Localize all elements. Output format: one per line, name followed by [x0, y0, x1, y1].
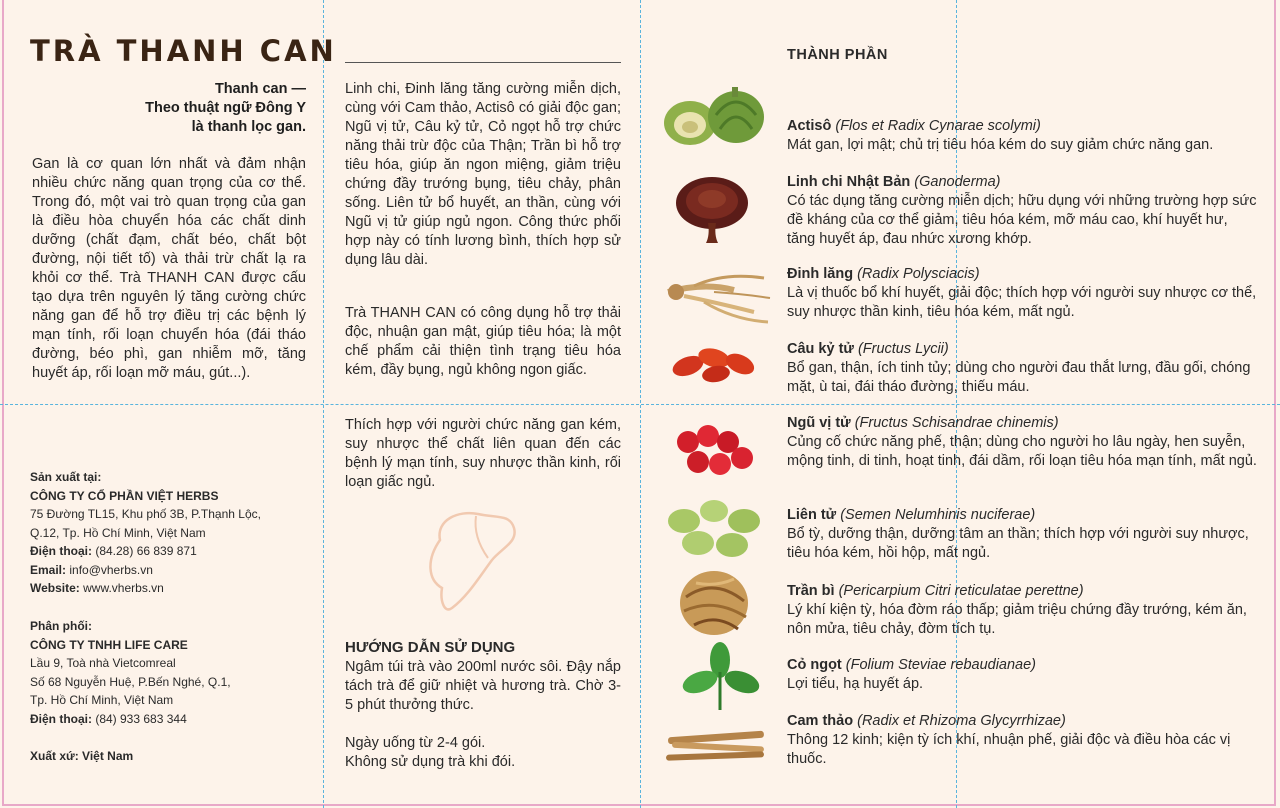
manufacturer-phone: (84.28) 66 839 871 [92, 544, 197, 558]
lotus-seed-image [664, 497, 768, 561]
goji-berry-image [668, 340, 760, 388]
ingredient-latin: (Semen Nelumhinis nuciferae) [840, 507, 1036, 523]
manufacturer-address-2: Q.12, Tp. Hồ Chí Minh, Việt Nam [30, 525, 206, 540]
liver-icon [418, 500, 528, 620]
artichoke-image [660, 85, 768, 153]
manufacturer-heading: Sản xuất tại: [30, 470, 102, 484]
licorice-root-image [664, 728, 770, 764]
ingredient-desc: Lý khí kiện tỳ, hóa đờm ráo thấp; giảm triệu chứng đầy trướng, kém ăn, nôn mửa, tiêu chảy, đờm tích tụ. [787, 602, 1247, 637]
ingredient-desc: Lợi tiểu, hạ huyết áp. [787, 676, 924, 692]
manufacturer-email: info@vherbs.vn [66, 562, 153, 577]
ingredient-latin: (Flos et Radix Cynarae scolymi) [835, 118, 1041, 134]
product-title: TRÀ THANH CAN [30, 34, 337, 68]
ingredient-name: Đinh lăng [787, 266, 854, 282]
ingredient-item [787, 582, 1257, 639]
ingredient-name: Linh chi Nhật Bản [787, 174, 911, 190]
ingredient-item [787, 506, 1257, 563]
ingredient-latin: (Fructus Lycii) [857, 341, 949, 357]
ingredient-desc: Có tác dụng tăng cường miễn dịch; hữu dụng với những trường hợp sức đề kháng của cơ thể giảm, tiêu hóa kém, mỡ máu cao, khí huyết hư, tăng huyết áp, đau nhức xương khớp. [787, 193, 1257, 247]
citrus-peel-image [676, 567, 754, 641]
tagline [32, 80, 306, 137]
manufacturer-address-1: 75 Đường TL15, Khu phố 3B, P.Thạnh Lộc, [30, 507, 261, 521]
ingredient-item [787, 340, 1257, 397]
usage-warning: Không sử dụng trà khi đói. [345, 754, 516, 770]
ingredient-item [787, 117, 1257, 155]
ingredient-name: Liên tử [787, 507, 837, 523]
manufacturer-website-label: Website: [30, 581, 80, 595]
ingredient-item [787, 656, 1257, 694]
ingredient-latin: (Ganoderma) [914, 174, 1001, 190]
distributor-info [30, 617, 310, 728]
ingredient-name: Cam thảo [787, 713, 854, 729]
tagline-line-1: Thanh can — [214, 81, 306, 97]
distributor-address-1: Lầu 9, Toà nhà Vietcomreal [30, 656, 176, 670]
schisandra-image [672, 422, 758, 482]
ingredient-desc: Củng cố chức năng phế, thận; dùng cho người ho lâu ngày, hen suyễn, mộng tinh, di tinh, hoạt tinh, đái dầm, rối loạn tiêu hóa mạn tính, mất ngủ. [787, 434, 1257, 469]
ingredient-desc: Là vị thuốc bổ khí huyết, giải độc; thích hợp với người suy nhược cơ thể, suy nhược thần kinh, tiêu hóa kém, mất ngủ. [787, 285, 1257, 320]
ingredient-item [787, 414, 1257, 471]
manufacturer-email-label: Email: [30, 562, 67, 577]
distributor-company: CÔNG TY TNHH LIFE CARE [30, 637, 188, 652]
tagline-line-3: là thanh lọc gan. [191, 119, 306, 135]
ingredient-name: Trần bì [787, 583, 835, 599]
ingredient-item [787, 265, 1257, 322]
manufacturer-info [30, 468, 310, 598]
fold-line-horizontal [0, 404, 1280, 405]
distributor-heading: Phân phối: [30, 619, 92, 633]
distributor-address-2: Số 68 Nguyễn Huệ, P.Bến Nghé, Q.1, [30, 674, 231, 689]
divider-rule [345, 62, 621, 63]
origin: Xuất xứ: Việt Nam [30, 749, 134, 763]
intro-paragraph: Gan là cơ quan lớn nhất và đảm nhận nhiều chức năng quan trọng của cơ thể. Trong đó, một vai trò quan trọng của gan là điều hòa chuyển hóa các chất dinh dưỡng (chất đạm, chất béo, chất bột đường, nội tiết tố) và thải trừ chất lạ ra khỏi cơ thể. Trà THANH CAN được cấu tạo dựa trên nguyên lý tăng cường chức năng gan để hỗ trợ điều trị các bệnh lý mạn tính, rối loạn chuyển hóa (đái tháo đường, béo phì, gan nhiễm mỡ, tăng huyết áp, rối loạn mỡ máu, gút...). [32, 156, 306, 381]
usage-paragraph-1: Ngâm túi trà vào 200ml nước sôi. Đậy nắp tách trà để giữ nhiệt và hương trà. Chờ 3-5 phút thưởng thức. [345, 659, 621, 713]
benefit-paragraph: Trà THANH CAN có công dụng hỗ trợ thải độc, nhuận gan mật, giúp tiêu hóa; là một chế phẩm cải thiện tình trạng tiêu hóa kém, đầy bụng, ngủ không ngon giấc. [345, 305, 621, 378]
ingredient-desc: Bổ tỳ, dưỡng thận, dưỡng tâm an thần; thích hợp với người suy nhược, tiêu hóa kém, hồi hộp, mất ngủ. [787, 526, 1249, 561]
tagline-line-2: Theo thuật ngữ Đông Y [145, 100, 306, 116]
ingredient-name: Actisô [787, 118, 832, 134]
polyscias-root-image [664, 262, 774, 330]
ingredient-name: Cỏ ngọt [787, 657, 842, 673]
ingredient-item [787, 712, 1257, 769]
ingredient-desc: Mát gan, lợi mật; chủ trị tiêu hóa kém do suy giảm chức năng gan. [787, 137, 1214, 153]
ingredient-item [787, 173, 1257, 249]
ingredient-desc: Thông 12 kinh; kiện tỳ ích khí, nhuận phế, giải độc và điều hòa các vị thuốc. [787, 732, 1231, 767]
distributor-address-3: Tp. Hồ Chí Minh, Việt Nam [30, 693, 174, 707]
formula-paragraph: Linh chi, Đinh lăng tăng cường miễn dịch, cùng với Cam thảo, Actisô có giải độc gan; Ngũ vị tử, Câu kỷ tử, Cỏ ngọt hỗ trợ chức năng thải trừ độc của Thận; Trần bì hỗ trợ tiêu hóa, giúp ăn ngon miệng, giảm triệu chứng đầy trướng bụng, tiêu chảy, phân sống. Liên tử bổ huyết, an thần, cùng với Ngũ vị tử giúp ngủ ngon. Công thức phối hợp này có tính lương bình, thích hợp sử dụng lâu dài. [345, 81, 621, 268]
stevia-leaf-image [680, 642, 764, 712]
distributor-phone-label: Điện thoại: [30, 711, 92, 726]
distributor-phone: (84) 933 683 344 [92, 711, 187, 726]
ingredient-latin: (Fructus Schisandrae chinemis) [854, 415, 1059, 431]
suitability-paragraph: Thích hợp với người chức năng gan kém, suy nhược thể chất liên quan đến các bệnh lý mạn tính, suy nhược thần kinh, rối loạn giấc ngủ. [345, 417, 621, 490]
usage-title: HƯỚNG DẪN SỬ DỤNG [345, 639, 516, 656]
ganoderma-image [672, 173, 750, 245]
ingredient-latin: (Folium Steviae rebaudianae) [845, 657, 1037, 673]
ingredients-title: THÀNH PHẦN [787, 47, 888, 63]
ingredient-latin: (Radix Polysciacis) [857, 266, 980, 282]
ingredient-latin: (Radix et Rhizoma Glycyrrhizae) [857, 713, 1066, 729]
ingredient-name: Ngũ vị tử [787, 415, 851, 431]
usage-dose: Ngày uống từ 2-4 gói. [345, 735, 486, 751]
ingredient-latin: (Pericarpium Citri reticulatae perettne) [838, 583, 1084, 599]
manufacturer-phone-label: Điện thoại: [30, 544, 92, 558]
ingredient-desc: Bổ gan, thận, ích tinh tủy; dùng cho người đau thắt lưng, đầu gối, chóng mặt, ù tai, đái tháo đường, thiếu máu. [787, 360, 1251, 395]
manufacturer-website: www.vherbs.vn [79, 581, 164, 595]
manufacturer-company: CÔNG TY CỔ PHẦN VIỆT HERBS [30, 488, 219, 503]
ingredient-name: Câu kỷ tử [787, 341, 854, 357]
